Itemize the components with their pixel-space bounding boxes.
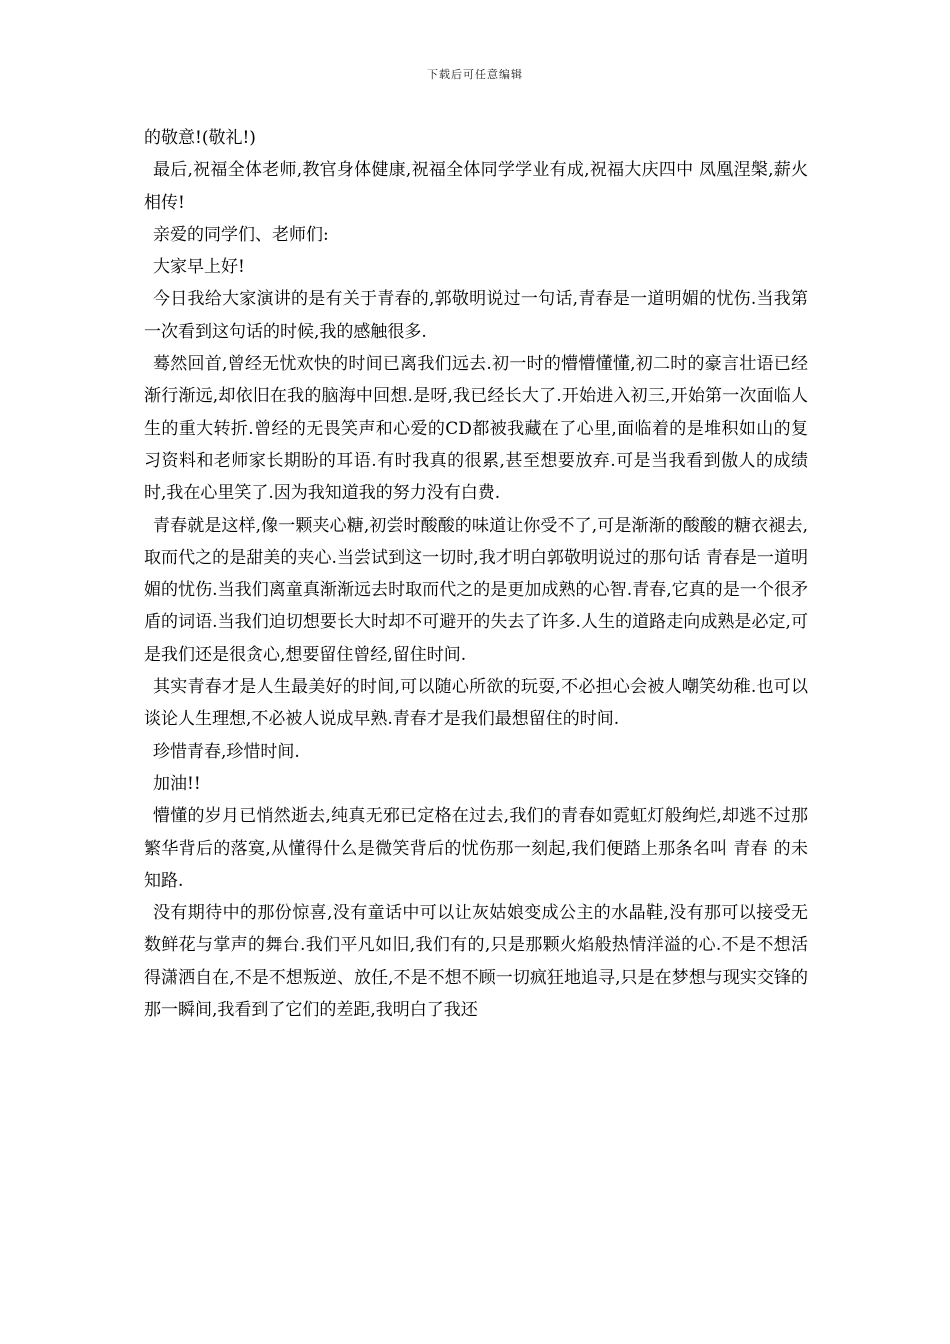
paragraph: 今日我给大家演讲的是有关于青春的,郭敬明说过一句话,青春是一道明媚的忧伤.当我第一次看到这句话的时候,我的感触很多. [144,289,808,342]
paragraph: 最后,祝福全体老师,教官身体健康,祝福全体同学学业有成,祝福大庆四中 凤凰涅槃,薪火 相传! [144,160,808,213]
paragraph: 珍惜青春,珍惜时间. [153,741,300,762]
paragraph: 亲爱的同学们、老师们: [153,224,329,245]
paragraph: 蓦然回首,曾经无忧欢快的时间已离我们远去.初一时的懵懵懂懂,初二时的豪言壮语已经渐行渐远,却依旧在我的脑海中回想.是呀,我已经长大了.开始进入初三,开始第一次面临人生的重大转折.曾经的无畏笑声和心爱的CD都被我藏在了心里,面临着的是堆积如山的复习资料和老师家长期盼的耳语.有时我真的很累,甚至想要放弃.可是当我看到傲人的成绩时,我在心里笑了.因为我知道我的努力没有白费. [144,354,808,504]
paragraph: 大家早上好! [153,257,245,278]
paragraph: 没有期待中的那份惊喜,没有童话中可以让灰姑娘变成公主的水晶鞋,没有那可以接受无数鲜花与掌声的舞台.我们平凡如旧,我们有的,只是那颗火焰般热情洋溢的心.不是不想活得潇洒自在,不是不想叛逆、放任,不是不想不顾一切疯狂地追寻,只是在梦想与现实交锋的那一瞬间,我看到了它们的差距,我明白了我还 [144,903,808,1021]
document-body [144,122,808,1026]
page-header: 下载后可任意编辑 [427,68,523,81]
paragraph: 的敬意!(敬礼!) [144,128,256,148]
paragraph: 青春就是这样,像一颗夹心糖,初尝时酸酸的味道让你受不了,可是渐渐的酸酸的糖衣褪去,取而代之的是甜美的夹心.当尝试到这一切时,我才明白郭敬明说过的那句话 青春是一道明媚的忧伤.当我们离童真渐渐远去时取而代之的是更加成熟的心智.青春,它真的是一个很矛盾的词语.当我们迫切想要长大时却不可避开的失去了许多.人生的道路走向成熟是必定,可是我们还是很贪心,想要留住曾经,留住时间. [144,515,808,665]
paragraph: 加油!! [153,773,201,794]
paragraph: 懵懂的岁月已悄然逝去,纯真无邪已定格在过去,我们的青春如霓虹灯般绚烂,却逃不过那繁华背后的落寞,从懂得什么是微笑背后的忧伤那一刻起,我们便踏上那条名叫 青春 的未知路. [144,806,808,891]
paragraph: 其实青春才是人生最美好的时间,可以随心所欲的玩耍,不必担心会被人嘲笑幼稚.也可以谈论人生理想,不必被人说成早熟.青春才是我们最想留住的时间. [144,677,808,730]
